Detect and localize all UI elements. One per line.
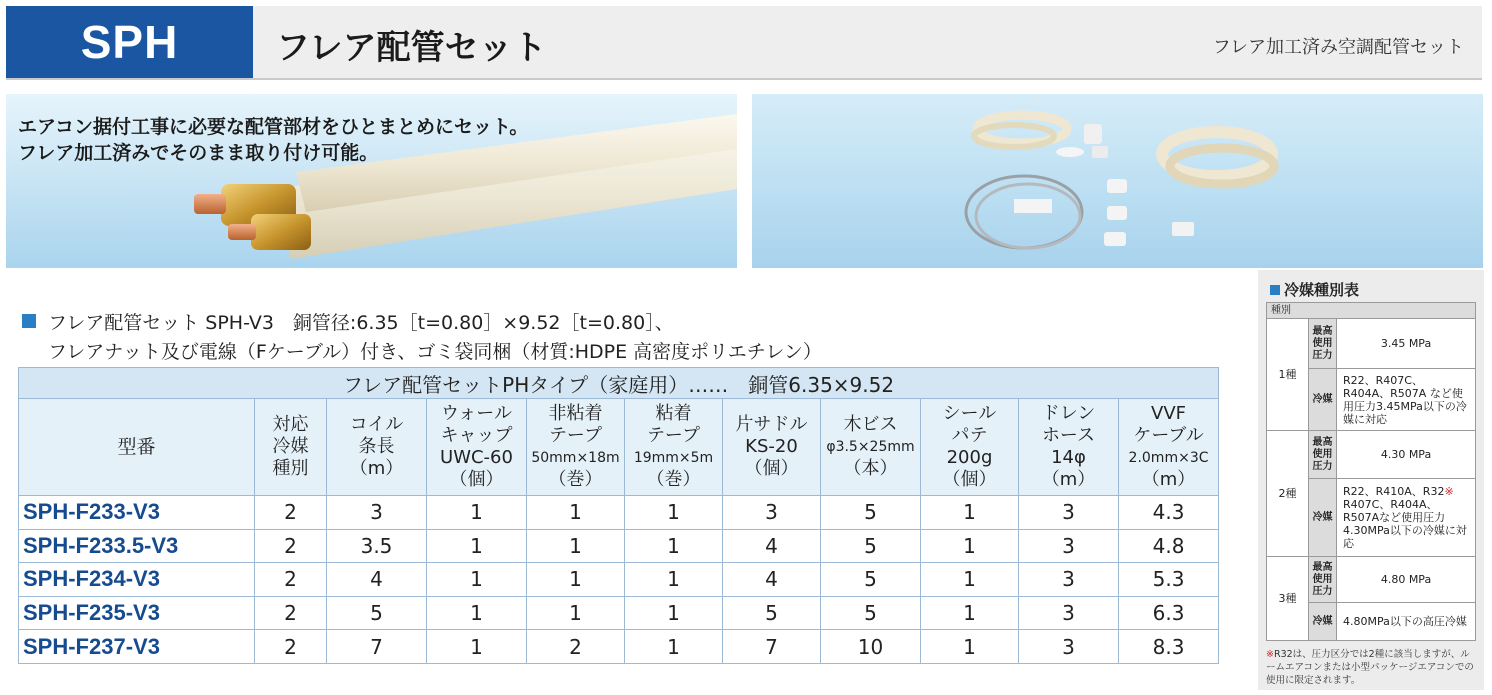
refrigerant-value-2a: R22、R410A、R32 bbox=[1343, 485, 1445, 498]
table-row bbox=[19, 529, 1219, 563]
cell-value: 4.3 bbox=[1119, 496, 1219, 530]
product-photo-kit bbox=[752, 94, 1483, 268]
cell-value: 1 bbox=[427, 529, 527, 563]
cell-value: 6.3 bbox=[1119, 596, 1219, 630]
header-line: コイル bbox=[349, 414, 404, 435]
header-col-1 bbox=[255, 399, 327, 496]
pressure-value-1: 3.45 MPa bbox=[1337, 319, 1476, 369]
refrigerant-type-panel bbox=[1258, 270, 1484, 690]
cell-value: 4 bbox=[723, 529, 821, 563]
spec-line-2: フレアナット及び電線（Fケーブル）付き、ゴミ袋同梱（材質:HDPE 高密度ポリエチレン） bbox=[48, 341, 822, 363]
cell-value: 10 bbox=[821, 630, 921, 664]
caption-line-1: エアコン据付工事に必要な配管部材をひとまとめにセット。 bbox=[18, 116, 529, 138]
refrigerant-value-1: R22、R407C、R404A、R507A など使用圧力3.45MPa以下の冷媒に対応 bbox=[1337, 369, 1476, 431]
header-line: UWC-60 bbox=[440, 447, 513, 468]
kind-header: 種別 bbox=[1267, 303, 1476, 319]
cell-value: 1 bbox=[527, 529, 625, 563]
header-line: （本） bbox=[843, 458, 898, 479]
pressure-value-2: 4.30 MPa bbox=[1337, 431, 1476, 479]
cell-value: 4.8 bbox=[1119, 529, 1219, 563]
header-line: 型番 bbox=[117, 436, 156, 458]
kit-parts-illustration bbox=[752, 94, 1483, 268]
refrigerant-panel-title bbox=[1270, 279, 1359, 300]
cell-value: 1 bbox=[921, 496, 1019, 530]
header-line: 冷媒 bbox=[272, 436, 309, 457]
header-line: 片サドル bbox=[735, 414, 808, 435]
r32-footnote bbox=[1266, 648, 1478, 687]
photo-caption bbox=[18, 114, 528, 166]
cell-value: 1 bbox=[427, 496, 527, 530]
cell-value: 1 bbox=[625, 496, 723, 530]
cell-value: 4 bbox=[723, 563, 821, 597]
spec-line-1: フレア配管セット SPH-V3 銅管径:6.35［t=0.80］×9.52［t=0.80］、 bbox=[48, 312, 674, 334]
cell-value: 5 bbox=[723, 596, 821, 630]
table-header-row bbox=[19, 399, 1219, 496]
cell-value: 5.3 bbox=[1119, 563, 1219, 597]
table-row bbox=[19, 496, 1219, 530]
footnote-mark: ※ bbox=[1266, 649, 1274, 660]
cell-value: 5 bbox=[821, 596, 921, 630]
cell-value: 8.3 bbox=[1119, 630, 1219, 664]
header-line: テープ bbox=[646, 425, 701, 446]
model-number: SPH-F237-V3 bbox=[19, 630, 255, 664]
header-col-7 bbox=[821, 399, 921, 496]
cell-value: 1 bbox=[625, 563, 723, 597]
header-line: 木ビス bbox=[843, 414, 898, 435]
header-line: 2.0mm×3C bbox=[1128, 450, 1209, 466]
cell-value: 2 bbox=[255, 563, 327, 597]
pressure-label: 最高使用圧力 bbox=[1309, 431, 1337, 479]
cell-value: 1 bbox=[625, 596, 723, 630]
cell-value: 1 bbox=[427, 563, 527, 597]
page-title: フレア配管セット bbox=[276, 28, 547, 68]
table-body bbox=[19, 496, 1219, 664]
table-row bbox=[19, 596, 1219, 630]
model-number: SPH-F233-V3 bbox=[19, 496, 255, 530]
model-number: SPH-F234-V3 bbox=[19, 563, 255, 597]
cell-value: 1 bbox=[921, 596, 1019, 630]
square-bullet-icon bbox=[22, 314, 36, 328]
header-col-8 bbox=[921, 399, 1019, 496]
header-line: ケーブル bbox=[1133, 425, 1204, 446]
cell-value: 1 bbox=[527, 596, 625, 630]
refrigerant-table bbox=[1266, 302, 1476, 641]
cell-value: 4 bbox=[327, 563, 427, 597]
cell-value: 2 bbox=[527, 630, 625, 664]
header-line: 19mm×5m bbox=[633, 450, 714, 466]
header-col-5 bbox=[625, 399, 723, 496]
header-line: ドレン bbox=[1041, 403, 1096, 424]
kind-1: 1種 bbox=[1267, 319, 1309, 431]
header-line: （m） bbox=[1041, 469, 1096, 490]
pressure-label: 最高使用圧力 bbox=[1309, 557, 1337, 603]
model-number: SPH-F233.5-V3 bbox=[19, 529, 255, 563]
header-line: ホース bbox=[1041, 425, 1096, 446]
header-line: （個） bbox=[449, 469, 504, 490]
kind-2: 2種 bbox=[1267, 431, 1309, 557]
cell-value: 7 bbox=[723, 630, 821, 664]
header-line: φ3.5×25mm bbox=[826, 439, 915, 455]
header-line: テープ bbox=[548, 425, 603, 446]
cell-value: 5 bbox=[821, 496, 921, 530]
refrigerant-label: 冷媒 bbox=[1309, 369, 1337, 431]
header-line: KS-20 bbox=[745, 436, 798, 457]
header-line: 200g bbox=[946, 447, 993, 468]
cell-value: 7 bbox=[327, 630, 427, 664]
header-line: キャップ bbox=[440, 425, 513, 446]
header-col-2 bbox=[327, 399, 427, 496]
section-heading bbox=[22, 309, 822, 367]
cell-value: 1 bbox=[921, 529, 1019, 563]
pressure-label: 最高使用圧力 bbox=[1309, 319, 1337, 369]
kind-3: 3種 bbox=[1267, 557, 1309, 641]
cell-value: 1 bbox=[427, 630, 527, 664]
pressure-value-3: 4.80 MPa bbox=[1337, 557, 1476, 603]
page-header bbox=[6, 6, 1482, 80]
refrigerant-title-text: 冷媒種別表 bbox=[1284, 281, 1360, 299]
header-line: 粘着 bbox=[655, 403, 692, 424]
page-subtitle: フレア加工済み空調配管セット bbox=[1212, 37, 1464, 58]
cell-value: 3 bbox=[1019, 496, 1119, 530]
series-badge: SPH bbox=[6, 6, 253, 78]
cell-value: 1 bbox=[625, 529, 723, 563]
cell-value: 3.5 bbox=[327, 529, 427, 563]
cell-value: 5 bbox=[821, 529, 921, 563]
header-col-10 bbox=[1119, 399, 1219, 496]
square-bullet-icon bbox=[1270, 285, 1280, 295]
cell-value: 3 bbox=[1019, 630, 1119, 664]
header-col-9 bbox=[1019, 399, 1119, 496]
refrigerant-value-2 bbox=[1337, 479, 1476, 557]
cell-value: 2 bbox=[255, 496, 327, 530]
cell-value: 5 bbox=[821, 563, 921, 597]
header-line: 条長 bbox=[358, 436, 395, 457]
table-caption: フレア配管セットPHタイプ（家庭用）…… 銅管6.35×9.52 bbox=[19, 368, 1219, 399]
cell-value: 3 bbox=[723, 496, 821, 530]
header-model bbox=[19, 399, 255, 496]
header-line: （m） bbox=[349, 458, 404, 479]
header-col-6 bbox=[723, 399, 821, 496]
header-col-4 bbox=[527, 399, 625, 496]
header-line: 14φ bbox=[1051, 447, 1086, 468]
cell-value: 1 bbox=[921, 563, 1019, 597]
header-line: （巻） bbox=[548, 469, 603, 490]
cell-value: 2 bbox=[255, 529, 327, 563]
header-line: 50mm×18m bbox=[531, 450, 620, 466]
cell-value: 3 bbox=[1019, 596, 1119, 630]
refrigerant-value-3: 4.80MPa以下の高圧冷媒 bbox=[1337, 603, 1476, 641]
cell-value: 1 bbox=[427, 596, 527, 630]
cell-value: 2 bbox=[255, 630, 327, 664]
refrigerant-label: 冷媒 bbox=[1309, 479, 1337, 557]
model-number: SPH-F235-V3 bbox=[19, 596, 255, 630]
header-line: （巻） bbox=[646, 469, 701, 490]
footnote-text: R32は、圧力区分では2種に該当しますが、ルームエアコンまたは小型パッケージエアコンでの使用に限定されます。 bbox=[1266, 649, 1474, 686]
cell-value: 5 bbox=[327, 596, 427, 630]
cell-value: 3 bbox=[1019, 529, 1119, 563]
cell-value: 3 bbox=[327, 496, 427, 530]
cell-value: 1 bbox=[527, 496, 625, 530]
cell-value: 1 bbox=[527, 563, 625, 597]
header-line: （個） bbox=[942, 469, 997, 490]
header-line: （個） bbox=[744, 458, 799, 479]
header-line: ウォール bbox=[441, 403, 512, 424]
header-line: シール bbox=[942, 403, 997, 424]
table-row bbox=[19, 630, 1219, 664]
r32-note-mark: ※ bbox=[1444, 485, 1454, 498]
caption-line-2: フレア加工済みでそのまま取り付け可能。 bbox=[18, 142, 379, 164]
cell-value: 2 bbox=[255, 596, 327, 630]
header-col-3 bbox=[427, 399, 527, 496]
cell-value: 1 bbox=[625, 630, 723, 664]
cell-value: 1 bbox=[921, 630, 1019, 664]
header-line: VVF bbox=[1151, 403, 1187, 424]
header-line: 非粘着 bbox=[548, 403, 603, 424]
table-row bbox=[19, 563, 1219, 597]
header-line: パテ bbox=[951, 425, 988, 446]
cell-value: 3 bbox=[1019, 563, 1119, 597]
product-photo-pipes bbox=[6, 94, 737, 268]
spec-table bbox=[18, 367, 1219, 664]
refrigerant-label: 冷媒 bbox=[1309, 603, 1337, 641]
refrigerant-value-2b: R407C、R404A、R507Aなど使用圧力4.30MPa以下の冷媒に対応 bbox=[1343, 498, 1467, 550]
header-line: 種別 bbox=[272, 458, 309, 479]
header-line: 対応 bbox=[272, 414, 309, 435]
header-line: （m） bbox=[1141, 469, 1196, 490]
